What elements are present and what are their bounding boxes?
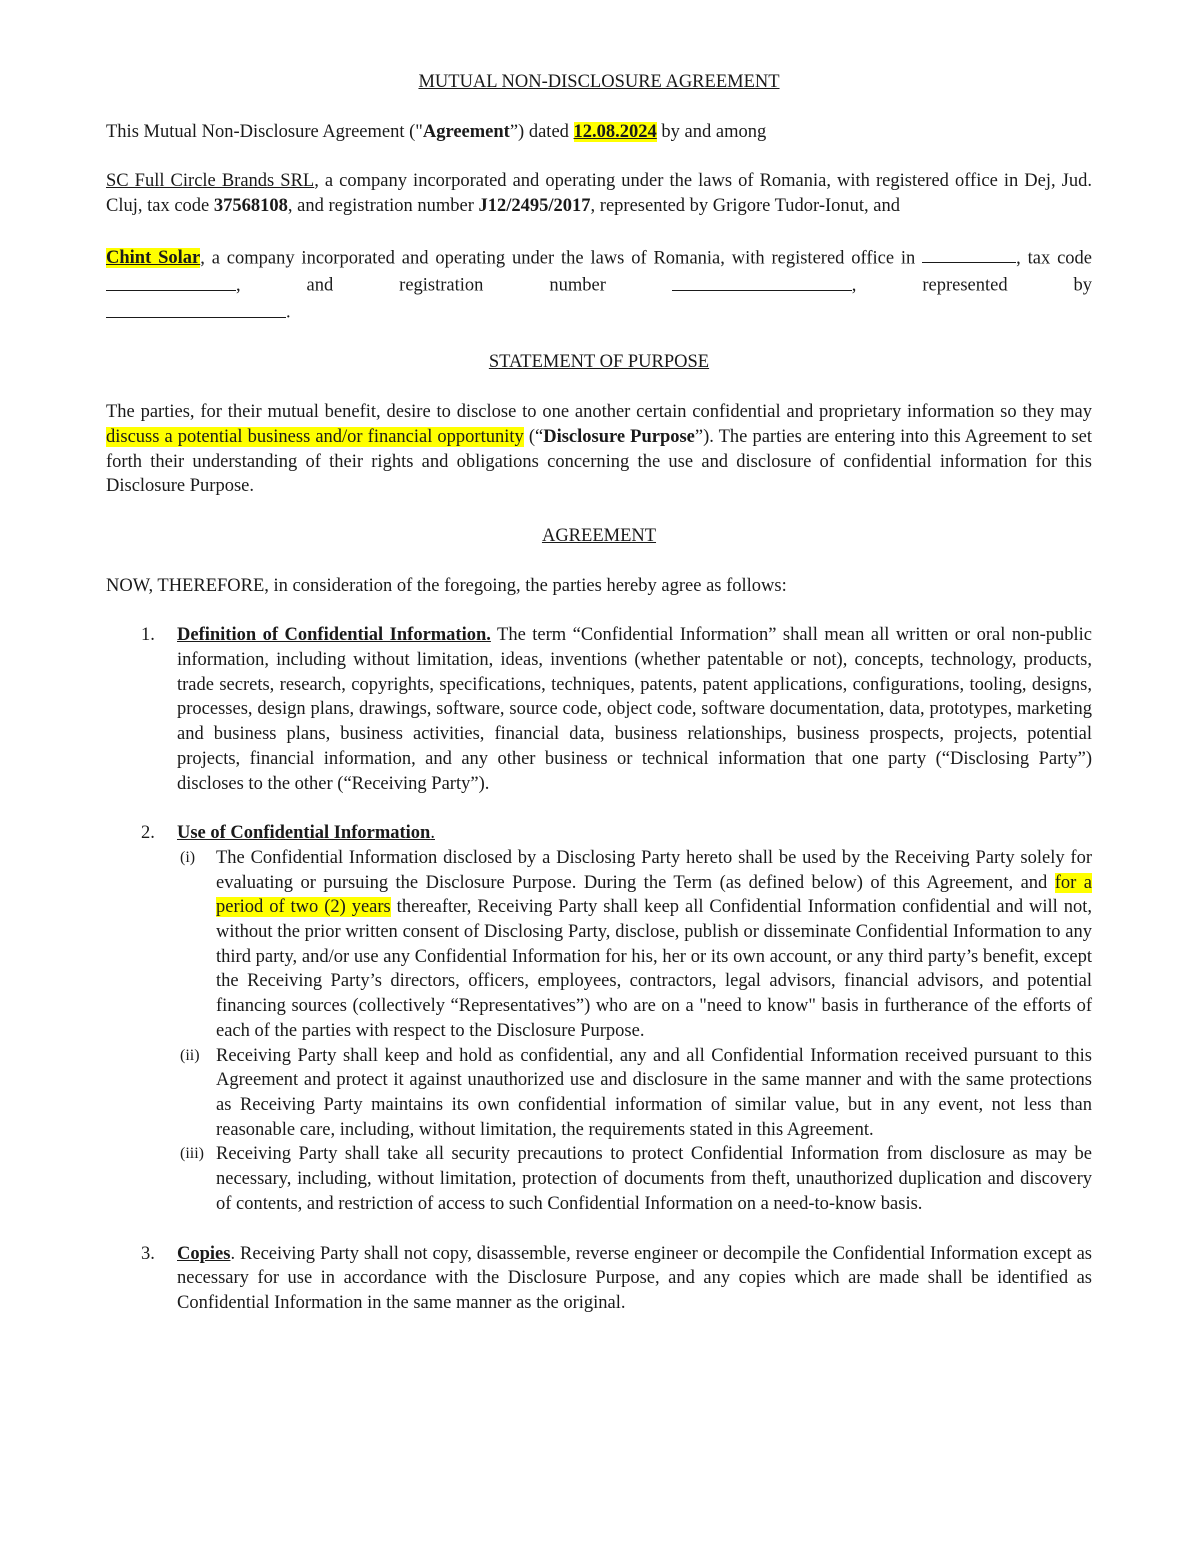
clause-3-title: Copies: [177, 1243, 231, 1264]
party2-text-4: , represented by: [851, 275, 1092, 296]
party2-text-5: .: [286, 302, 291, 323]
clause-2: [106, 821, 1092, 1216]
purpose-text-1: The parties, for their mutual benefit, desire to disclose to one another certain confidential and proprietary information so they may: [106, 402, 1092, 423]
subclause-ii-number: (ii): [180, 1046, 200, 1064]
registration-number-blank[interactable]: [672, 271, 852, 291]
party2-paragraph: [106, 244, 1092, 298]
clause-2-title-end: .: [430, 823, 435, 844]
subclause-i-text-1: The Confidential Information disclosed by a Disclosing Party hereto shall be used by the Receiving Party solely for evaluating or pursuing the Disclosure Purpose. During the Term (as defined below) of this Agreement, and: [216, 847, 1092, 893]
intro-agreement-term: Agreement: [422, 121, 510, 142]
clause-1-number: 1.: [141, 625, 155, 646]
subclause-iii-number: (iii): [180, 1145, 204, 1163]
tax-code-blank[interactable]: [106, 271, 236, 291]
intro-paragraph: [106, 120, 1092, 145]
party1-paragraph: [106, 169, 1092, 218]
agreement-intro: NOW, THEREFORE, in consideration of the foregoing, the parties hereby agree as follows:: [106, 575, 787, 596]
purpose-paragraph: [106, 400, 1092, 499]
party2-text-3: , and registration number: [236, 275, 672, 296]
disclosure-purpose-term: Disclosure Purpose: [543, 426, 695, 447]
clause-2-subclause-i: [177, 846, 1092, 1044]
subclause-iii-text: Receiving Party shall take all security precautions to protect Confidential Information from disclosure as may be necessary, including, without limitation, protection of documents from theft, unauthorized duplication and discovery of contents, and restriction of access to such Confidential Information on a need-to-know basis.: [216, 1144, 1092, 1214]
intro-text-3: by and among: [656, 121, 767, 142]
clause-1-text: The term “Confidential Information” shall mean all written or oral non-public information, including without limitation, ideas, inventions (whether patentable or not), concepts, technology, products, trade secrets, research, copyrights, specifications, techniques, patents, patent applications, configurations, tooling, designs, processes, design plans, drawings, software, source code, object code, software documentation, data, prototypes, marketing and business plans, business activities, financial data, business relationships, business prospects, projects, potential projects, financial information, and any other business or technical information that one party (“Disclosing Party”) discloses to the other (“Receiving Party”).: [177, 625, 1092, 794]
document-page: [106, 70, 1092, 1316]
clause-2-title: Use of Confidential Information: [177, 823, 431, 844]
purpose-text-3: ”). The parties are entering into this Agreement to set forth their understanding of their rights and obligations concerning the use and disclosure of confidential information for this Disclosure Purpose.: [106, 426, 1092, 497]
intro-text-2: ”) dated: [509, 121, 574, 142]
party1-name: SC Full Circle Brands SRL: [106, 171, 315, 192]
subclause-i-highlight: for a period of two (2) years: [216, 872, 1092, 918]
clause-2-number: 2.: [141, 823, 155, 844]
clause-2-subclauses: [177, 846, 1092, 1217]
agreement-date: 12.08.2024: [573, 121, 657, 142]
subclause-i-number: (i): [180, 848, 196, 866]
party1-text-2: , and registration number: [287, 196, 479, 217]
office-blank[interactable]: [922, 244, 1016, 264]
party1-registration-number: J12/2495/2017: [478, 196, 591, 217]
party2-text-1: , a company incorporated and operating under the laws of Romania, with registered office in: [200, 248, 923, 269]
clause-2-subclause-ii: [177, 1044, 1092, 1143]
party2-name: Chint Solar: [106, 248, 201, 269]
agreement-heading-text: AGREEMENT: [541, 525, 657, 546]
subclause-i-text-2: thereafter, Receiving Party shall keep all Confidential Information confidential and will not, without the prior written consent of Disclosing Party, disclose, publish or disseminate Confidential Information to any third party, and/or use any Confidential Information for his, her or its own account, or any third party’s benefit, except the Receiving Party’s directors, officers, employees, contractors, legal advisors, financial advisors, and potential financing sources (collectively “Representatives”) who are on a "need to know" basis in furtherance of the efforts of each of the parties with respect to the Disclosure Purpose.: [216, 897, 1092, 1041]
clause-3-number: 3.: [141, 1243, 155, 1264]
party1-text-3: , represented by Grigore Tudor-Ionut, and: [590, 196, 900, 217]
subclause-ii-text: Receiving Party shall keep and hold as confidential, any and all Confidential Information received pursuant to this Agreement and protect it against unauthorized use and disclosure in the same manner and with the same protections as Receiving Party maintains its own confidential information of similar value, but in any event, not less than reasonable care, including, without limitation, the requirements stated in this Agreement.: [216, 1045, 1092, 1140]
party2-text-2: , tax code: [1016, 248, 1092, 269]
clause-2-subclause-iii: [177, 1142, 1092, 1216]
clause-3-text: . Receiving Party shall not copy, disassemble, reverse engineer or decompile the Confidential Information except as necessary for use in accordance with the Disclosure Purpose, and any copies which are made shall be identified as Confidential Information in the same manner as the original.: [177, 1243, 1092, 1313]
intro-text-1: This Mutual Non-Disclosure Agreement (": [106, 121, 423, 142]
clause-1-title: Definition of Confidential Information.: [177, 625, 491, 646]
party1-text-1: , a company incorporated and operating under the laws of Romania, with registered office in Dej, Jud. Cluj, tax code: [106, 171, 1093, 217]
document-title: [106, 70, 1092, 95]
document-title-text: MUTUAL NON-DISCLOSURE AGREEMENT: [418, 72, 780, 92]
purpose-text-2: (“: [523, 426, 544, 447]
clauses-list: [106, 623, 1092, 1315]
clause-1: [106, 623, 1092, 796]
representative-blank[interactable]: [106, 298, 286, 318]
party2-representative-line: [106, 298, 1092, 325]
purpose-highlight: discuss a potential business and/or financial opportunity: [106, 426, 524, 447]
purpose-heading: [106, 350, 1092, 375]
purpose-heading-text: STATEMENT OF PURPOSE: [488, 352, 710, 373]
agreement-heading: [106, 524, 1092, 549]
party1-tax-code: 37568108: [213, 196, 288, 217]
clause-3: [106, 1242, 1092, 1316]
